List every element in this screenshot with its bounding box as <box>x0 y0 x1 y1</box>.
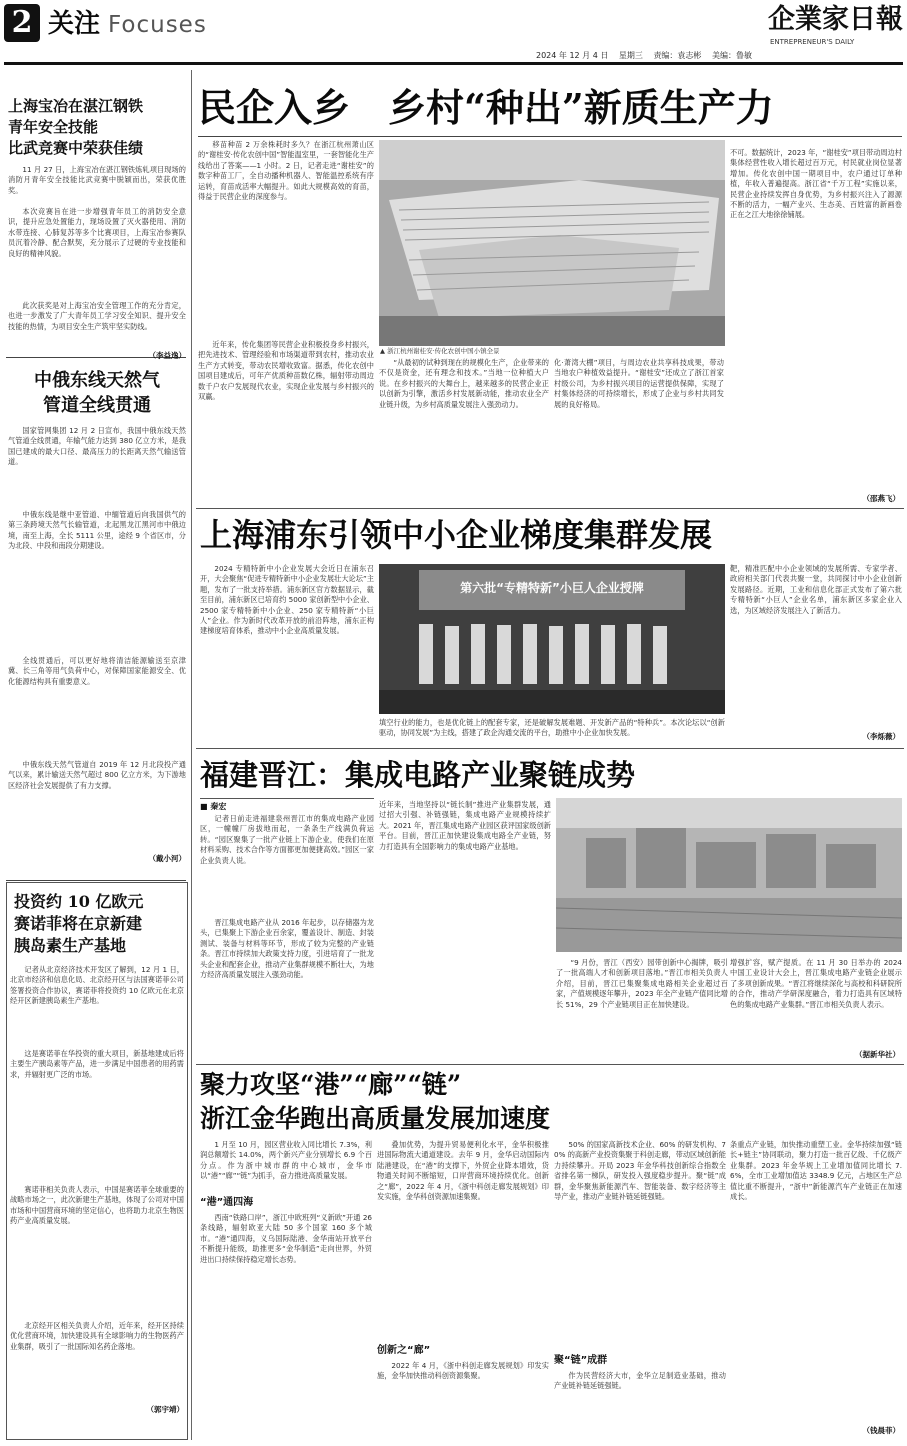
main2-bottom-rule <box>196 748 904 749</box>
main3-col3: “9 月份，晋江（西安）园带创新中心揭牌，吸引了一批高端人才和创新项目落地。”晋江市相关负责人介绍，目前，晋江已集聚集成电路相关企业超过百家，产值规模逐年攀升，2023 年全产业链产值同比增长 51%，29 个产业链项目正在加快建设。 <box>556 958 728 1009</box>
brief-bao-p1: 11 月 27 日，上海宝冶在湛江钢铁炼轧项目现场的消防月青年安全技能比武竞赛中脱颖而出，荣获优胜奖。 <box>8 165 186 195</box>
main4-headline-l2: 浙江金华跑出高质量发展加速度 <box>200 1104 551 1133</box>
brief-pipeline <box>8 368 186 864</box>
main2-headline: 上海浦东引领中小企业梯度集群发展 <box>200 516 713 554</box>
brief-pipeline-p4: 中俄东线天然气管道自 2019 年 12 月北段投产通气以来，累计输送天然气超过 800 亿立方米，为下游地区经济社会发展提供了有力支撑。 <box>8 760 186 790</box>
issue-designer: 美编：鲁敏 <box>711 51 752 60</box>
main1-col2: “从最初的试种到现在的规模化生产，企业带来的不仅是资金，还有理念和技术。”当地一位种植大户说。在乡村振兴的大舞台上，越来越多的民营企业正以创新为引擎，激活乡村发展新动能，推动农业全产业链升级，为乡村高质量发展注入强劲动力。 <box>379 358 549 409</box>
main4-col4: 条重点产业链，加快推动重塑工业。金华持续加强“链长+链主”协同联动，聚力打造一批百亿级、千亿级产业集群。2023 年金华规上工业增加值同比增长 7.6%，全市工业增加值达 3348.9 亿元，占地区生产总值比重不断提升，“浙中”新能源汽车产业链正在加速成长。 <box>730 1140 902 1202</box>
brief-sanofi-title: 投资约 10 亿欧元 赛诺菲将在京新建 胰岛素生产基地 <box>14 892 144 955</box>
main4-subhead-corridor: 创新之“廊” <box>377 1345 431 1356</box>
main4-col3 <box>554 1140 726 1431</box>
main1-byline: （邵燕飞） <box>862 494 900 503</box>
brief-sanofi <box>6 882 188 1440</box>
main4-byline: （钱晨菲） <box>862 1426 900 1435</box>
main2-col1: 2024 专精特新中小企业发展大会近日在浦东召开，大会聚焦“促进专精特新中小企业发展壮大论坛”主题，发布了一批支持举措。浦东新区官方数据显示，截至目前，浦东新区已培育约 5000 家创新型中小企业、2500 家专精特新中小企业、250 家专精特新“小巨人”企业。作为新时代改革开放的前沿阵地，浦东正构建梯度培育体系，推动中小企业高质量发展。 <box>200 564 374 636</box>
brief-bao-byline: （李益逸） <box>148 351 186 360</box>
main2-byline: （李烁薇） <box>862 732 900 741</box>
industrial-park-image <box>556 798 902 952</box>
brief-bao-p3: 此次获奖是对上海宝冶安全管理工作的充分肯定，也进一步激发了广大青年员工学习安全知识、提升安全技能的热情，为项目安全生产筑牢坚实防线。 <box>8 301 186 331</box>
main1-photo-caption: ▲ 浙江杭州谢桂安·传化农创中国小镇全景 <box>380 347 500 355</box>
brief-pipeline-p1: 国家管网集团 12 月 2 日宣布，我国中俄东线天然气管道全线贯通，年输气能力达到 380 亿立方米，是我国已建成的最大口径、最高压力的长距离天然气输送管道。 <box>8 426 186 467</box>
paper-logo-en: ENTREPRENEUR'S DAILY <box>770 38 855 46</box>
left-rule-2 <box>6 880 186 881</box>
main4-col1-p1: 1 月至 10 月，园区营业收入同比增长 7.3%，利润总额增长 14.0%，两个新兴产业分别增长 6.9 个百分点。作为浙中城市群的中心城市，金华市以“港”“廊”“链”为抓手，奋力推进高质量发展。 <box>200 1140 372 1181</box>
main3-col2: 近年来，当地坚持以“链长制”推进产业集群发展，通过招大引强、补链强链，集成电路产业规模持续扩大。2021 年，晋江集成电路产业园区获评国家级创新平台。目前，晋江正加快建设集成电路全产业链，努力打造具有全国影响力的集成电路产业基地。 <box>379 800 551 851</box>
main3-headline: 福建晋江：集成电路产业聚链成势 <box>200 758 636 792</box>
brief-sanofi-p1: 记者从北京经济技术开发区了解到，12 月 1 日，北京市经济和信息化局、北京经开区与法国赛诺菲公司签署投资合作协议，赛诺菲将投资约 10 亿欧元在北京经开区新建胰岛素生产基地。 <box>10 965 184 1006</box>
issue-date: 2024 年 12 月 4 日 <box>536 51 609 60</box>
paper-logo: 企業家日報 <box>768 4 903 35</box>
main1-top-rule <box>198 136 902 137</box>
main3-photo <box>556 798 902 952</box>
main2-photo <box>379 564 725 714</box>
section-title-en: Focuses <box>108 12 207 38</box>
main1-headline: 民企入乡 乡村“种出”新质生产力 <box>198 85 774 130</box>
greenhouse-aerial-image <box>379 140 725 346</box>
brief-bao-p2: 本次竞赛旨在进一步增强青年员工的消防安全意识，提升应急处置能力，现场设置了灭火器使用、消防水带连接、心肺复苏等多个比赛项目，上海宝冶参赛队员沉着冷静、配合默契，充分展示了过硬的专业技能和良好的精神风貌。 <box>8 207 186 258</box>
main1-col4: 不可。数据统计，2023 年，“谢桂安”项目带动周边村集体经营性收入增长超过百万元，村民就业岗位显著增加。传化农创中国一期项目中，农户通过订单种植，年收入普遍提高。浙江省“千万工程”实施以来，民营企业持续发挥自身优势，为乡村振兴注入了源源不断的活力，一幅产业兴、生态美、百姓富的新画卷正在之江大地徐徐铺展。 <box>730 148 902 220</box>
main4-subhead-port: “港”通四海 <box>200 1197 254 1208</box>
brief-sanofi-p4: 北京经开区相关负责人介绍，近年来，经开区持续优化营商环境，加快建设具有全球影响力的生物医药产业集群，吸引了一批国际知名药企落地。 <box>10 1321 184 1351</box>
brief-sanofi-byline: （郭宇靖） <box>146 1405 184 1414</box>
main4-subhead-chain: 聚“链”成群 <box>554 1355 608 1366</box>
main4-col1 <box>200 1140 372 1443</box>
brief-bao-title: 上海宝冶在湛江钢铁 青年安全技能 比武竞赛中荣获佳绩 <box>8 97 144 157</box>
main3-col1: 记者日前走进福建泉州晋江市的集成电路产业园区，一幢幢厂房拔地而起，一条条生产线满负荷运转。“园区聚集了一批产业链上下游企业，使我们在原材料采购、技术合作等方面都更加便捷高效。”园区一家企业负责人说。 <box>200 814 374 865</box>
main4-col3-p1: 50% 的国家高新技术企业、60% 的研发机构、70% 的高新产业投资集聚于科创走廊，带动区域创新能力持续攀升。开局 2023 年金华科技创新综合指数全省排名第一梯队，研发投入强度稳步提升。聚“链”成群，金华聚焦新能源汽车、智能装备、数字经济等主导产业，推动产业链补链延链强链。 <box>554 1140 726 1202</box>
header-rule <box>4 62 903 65</box>
brief-sanofi-p3: 赛诺菲相关负责人表示，中国是赛诺菲全球重要的战略市场之一，此次新建生产基地，体现了公司对中国市场和中国营商环境的坚定信心，也将助力北京生物医药产业高质量发展。 <box>10 1185 184 1226</box>
brief-pipeline-byline: （戴小河） <box>148 854 186 863</box>
section-title-cn: 关注 <box>48 9 101 39</box>
main4-col1-p2: 西南“铁路口岸”，浙江中欧班列“义新欧”开通 26 条线路，辐射欧亚大陆 50 多个国家 160 多个城市。“港”通四海，义乌国际陆港、金华南站开放平台不断提升能级，助推更多“金华制造”走向世界，外贸进出口持续保持稳定增长态势。 <box>200 1213 372 1264</box>
main1-col3: 化·萧湾大棚”项目，与周边农业共享科技成果，带动当地农户种植效益提升。“谢桂安”还成立了浙江首家村级公司，为乡村振兴项目的运营提供保障，实现了村集体经济的可持续增长，形成了企业与乡村共同发展的良好格局。 <box>554 358 724 409</box>
main4-col3-p2: 作为民营经济大市，金华立足制造业基础，推动产业链补链延链强链。 <box>554 1371 726 1391</box>
main4-col2 <box>377 1140 549 1421</box>
left-column-divider <box>191 70 192 1440</box>
page-number-badge: 2 <box>4 4 40 42</box>
main1-col1: 移苗种苗 2 万余株耗时多久？在浙江杭州萧山区的“谢桂安·传化农创中国”智能温室里，一套智能化生产线给出了答案——1 小时。2 日，记者走进“谢桂安”的数字种苗工厂，全自动播种机器人、智能温控系统有序运转，育苗成活率大幅提升。如此大规模高效的育苗，得益于民营企业的深度参与。 <box>198 140 374 202</box>
main3-byline: （据新华社） <box>855 1050 900 1059</box>
main1-bottom-rule <box>196 508 904 509</box>
main1-col1b: 近年来，传化集团等民营企业积极投身乡村振兴，把先进技术、管理经验和市场渠道带到农村，推动农业生产方式转变，带动农民增收致富。据悉，传化农创中国项目建成后，可年产优质种苗数亿株，辐射带动周边数千户农户发展现代农业，实现企业发展与乡村振兴的双赢。 <box>198 340 374 402</box>
main2-photo-banner: 第六批“专精特新”小巨人企业授牌 <box>460 581 644 595</box>
brief-sanofi-p2: 这是赛诺菲在华投资的重大项目，新基地建成后将主要生产胰岛素等产品，进一步满足中国患者的用药需求，并辐射更广泛的市场。 <box>10 1049 184 1079</box>
main3-author: ■ 秦宏 <box>200 798 374 813</box>
main4-col2-p2: 2022 年 4 月，《浙中科创走廊发展规划》印发实施，金华加快推动科创资源集聚。 <box>377 1361 549 1381</box>
main2-col2: 填空行业的能力，也是优化链上的配套专家，还是破解发展难题、开发新产品的“特种兵”。本次论坛以“创新驱动，协同发展”为主线，搭建了政企沟通交流的平台，助推中小企业加快发展。 <box>379 718 725 738</box>
brief-bao <box>8 96 186 361</box>
main2-col3: 靶，精准匹配中小企业领域的发展所需、专家学者、政府相关部门代表共聚一堂，共同探讨中小企业创新发展路径。近期，工业和信息化部正式发布了第六批专精特新“小巨人”企业名单，浦东新区多家企业入选，为区域经济发展注入了新活力。 <box>730 564 902 615</box>
issue-weekday: 星期三 <box>618 51 643 60</box>
main3-bottom-rule <box>196 1064 904 1065</box>
brief-pipeline-title: 中俄东线天然气 管道全线贯通 <box>34 370 160 416</box>
brief-pipeline-p2: 中俄东线是继中亚管道、中缅管道后向我国供气的第三条跨境天然气长输管道，北起黑龙江黑河市中俄边境，南至上海，全长 5111 公里，途经 9 个省区市，分为北段、中段和南段分期建设。 <box>8 510 186 551</box>
main1-photo <box>379 140 725 346</box>
main4-headline-l1: 聚力攻坚“港”“廊”“链” <box>200 1070 462 1099</box>
brief-pipeline-p3: 全线贯通后，可以更好地将清洁能源输送至京津冀、长三角等用气负荷中心，对保障国家能源安全、优化能源结构具有重要意义。 <box>8 656 186 686</box>
main4-col2-p1: 叠加优势，为提升贸易便利化水平，金华积极推进国际物流大通道建设。去年 9 月，金华启动国际内陆港建设，在“港”的支撑下，外贸企业降本增效，货物通关时间不断缩短，口岸营商环境持续优化。创新之“廊”，2022 年 4 月，《浙中科创走廊发展规划》印发实施，金华科创资源加速集聚。 <box>377 1140 549 1202</box>
main3-col1b: 晋江集成电路产业从 2016 年起步，以存储器为龙头，已集聚上下游企业百余家，覆盖设计、制造、封装测试、装备与材料等环节，形成了较为完整的产业链条。晋江市持续加大政策支持力度，引进培育了一批龙头企业和配套企业，推动产业集群规模不断壮大，为地方经济高质量发展注入强劲动能。 <box>200 918 374 980</box>
issue-editor: 责编：袁志彬 <box>653 51 702 60</box>
main3-col4: 增强扩容，赋产提质。在 11 月 30 日举办的 2024 中国工业设计大会上，晋江集成电路产业链企业展示了多项创新成果。“晋江将继续深化与高校和科研院所的合作，推动产学研深度融合，着力打造具有区域特色的集成电路产业集群。”晋江市相关负责人表示。 <box>730 958 902 1009</box>
issue-meta <box>536 51 752 61</box>
